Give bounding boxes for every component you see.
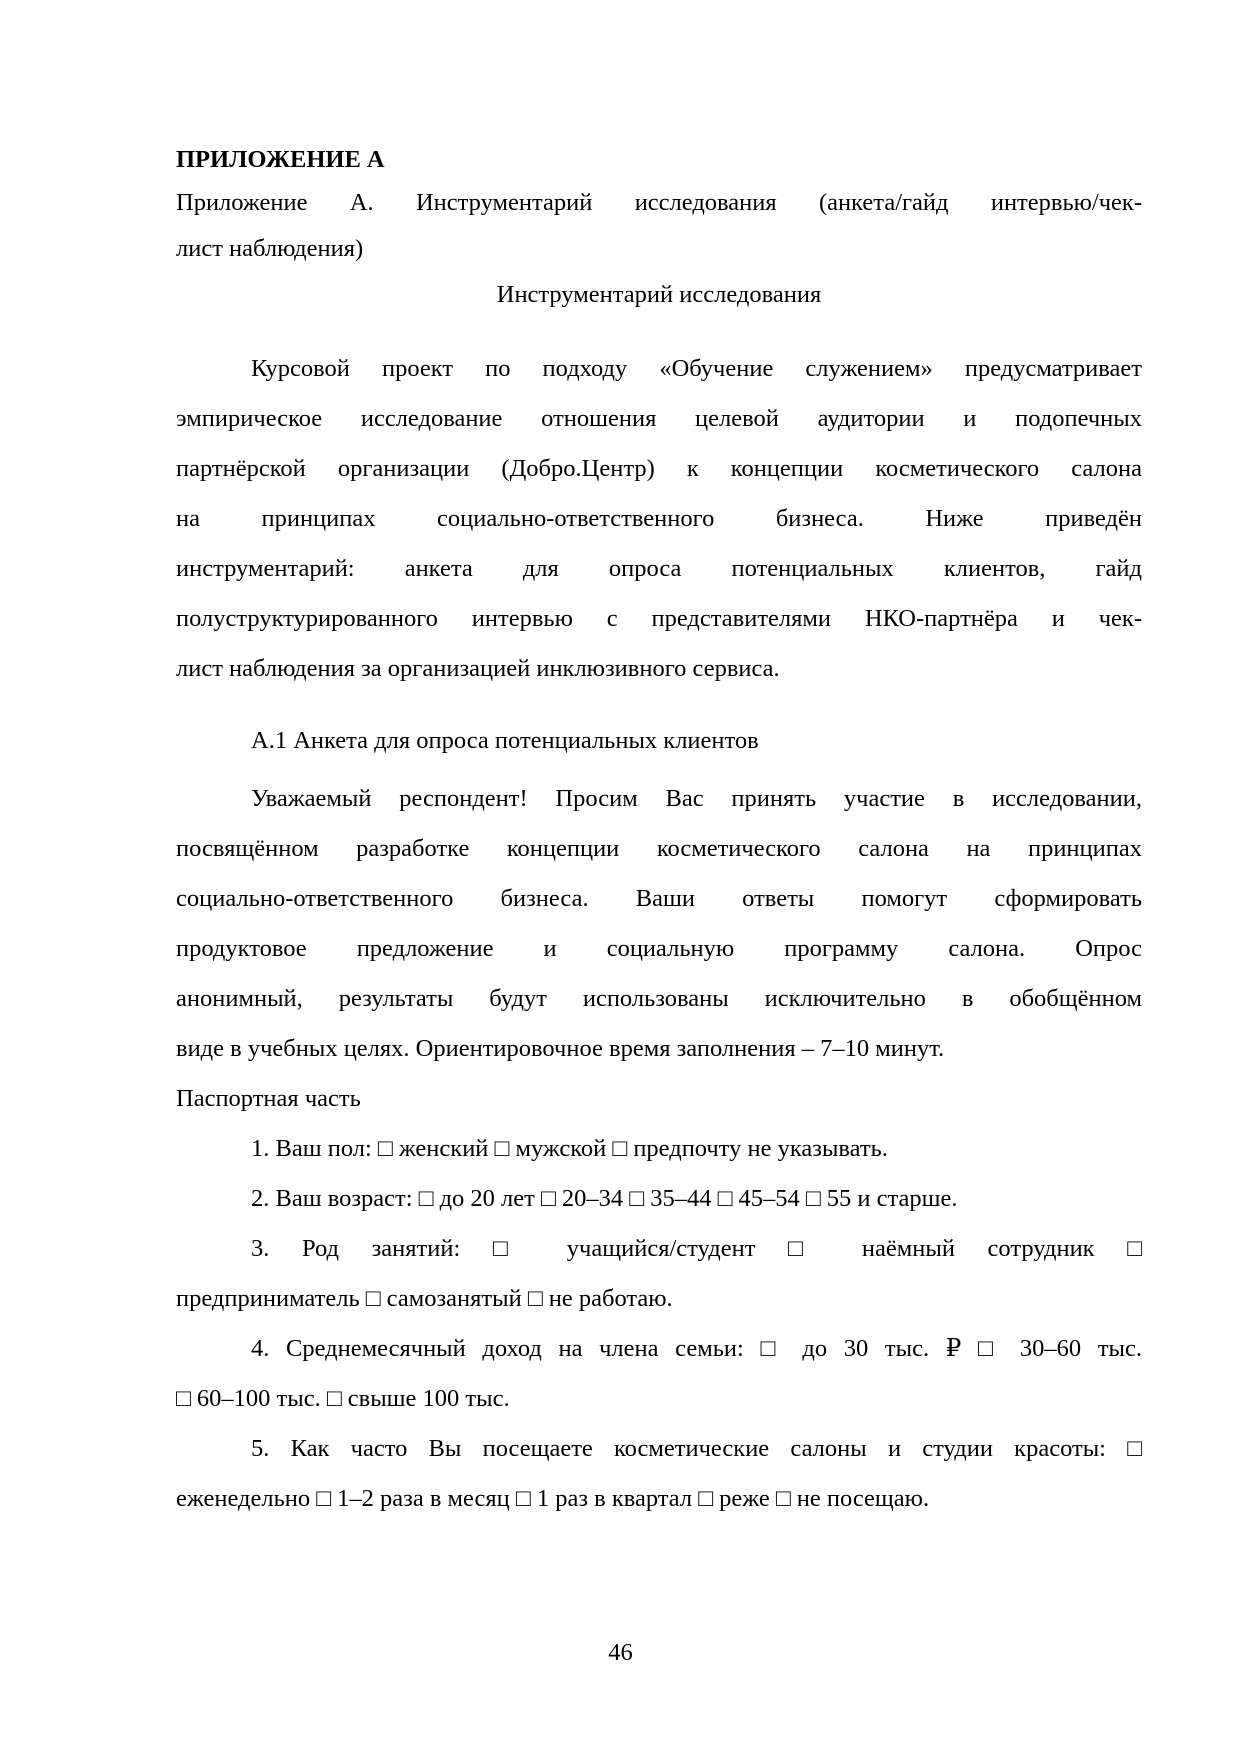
intro-line: Курсовой проект по подходу «Обучение служением» предусматривает xyxy=(251,355,1142,382)
intro-line: на принципах социально-ответственного бизнеса. Ниже приведён xyxy=(176,505,1142,532)
page-number: 46 xyxy=(608,1639,633,1666)
intro-line: лист наблюдения за организацией инклюзивного сервиса. xyxy=(176,655,780,682)
appendix-title: ПРИЛОЖЕНИЕ А xyxy=(176,146,385,173)
appendix-caption-line-2: лист наблюдения) xyxy=(176,235,364,262)
intro-line: партнёрской организации (Добро.Центр) к концепции косметического салона xyxy=(176,455,1142,482)
question-text: 3. Род занятий: □ учащийся/студент □ наёмный сотрудник □ xyxy=(251,1235,1142,1262)
question-text-continued: □ 60–100 тыс. □ свыше 100 тыс. xyxy=(176,1385,510,1412)
greeting-line: посвящённом разработке концепции косметического салона на принципах xyxy=(176,835,1142,862)
survey-question xyxy=(176,1124,1142,1174)
survey-question xyxy=(176,1324,1142,1424)
question-text: 2. Ваш возраст: □ до 20 лет □ 20–34 □ 35–44 □ 45–54 □ 55 и старше. xyxy=(251,1185,958,1212)
greeting-line: социально-ответственного бизнеса. Ваши ответы помогут сформировать xyxy=(176,885,1142,912)
survey-question xyxy=(176,1424,1142,1524)
question-text: 1. Ваш пол: □ женский □ мужской □ предпочту не указывать. xyxy=(251,1135,888,1162)
passport-label: Паспортная часть xyxy=(176,1085,361,1112)
intro-line: инструментарий: анкета для опроса потенциальных клиентов, гайд xyxy=(176,555,1142,582)
question-text-continued: еженедельно □ 1–2 раза в месяц □ 1 раз в квартал □ реже □ не посещаю. xyxy=(176,1485,930,1512)
greeting-line: анонимный, результаты будут использованы исключительно в обобщённом xyxy=(176,985,1142,1012)
document-page xyxy=(176,140,1142,1524)
survey-question xyxy=(176,1224,1142,1324)
survey-greeting xyxy=(176,774,1142,1074)
section-title: Инструментарий исследования xyxy=(496,281,822,308)
intro-line: полуструктурированного интервью с представителями НКО-партнёра и чек- xyxy=(176,605,1142,632)
survey-question xyxy=(176,1174,1142,1224)
survey-heading: А.1 Анкета для опроса потенциальных клиентов xyxy=(251,727,759,754)
intro-line: эмпирическое исследование отношения целевой аудитории и подопечных xyxy=(176,405,1142,432)
greeting-line: продуктовое предложение и социальную программу салона. Опрос xyxy=(176,935,1142,962)
greeting-line: виде в учебных целях. Ориентировочное время заполнения – 7–10 минут. xyxy=(176,1035,945,1062)
appendix-caption-line-1: Приложение А. Инструментарий исследования (анкета/гайд интервью/чек- xyxy=(176,189,1142,216)
question-text-continued: предприниматель □ самозанятый □ не работаю. xyxy=(176,1285,673,1312)
question-text: 5. Как часто Вы посещаете косметические салоны и студии красоты: □ xyxy=(251,1435,1142,1462)
intro-paragraph xyxy=(176,344,1142,694)
question-text: 4. Среднемесячный доход на члена семьи: □ до 30 тыс. ₽ □ 30–60 тыс. xyxy=(251,1335,1142,1362)
greeting-line: Уважаемый респондент! Просим Вас принять участие в исследовании, xyxy=(251,785,1142,812)
